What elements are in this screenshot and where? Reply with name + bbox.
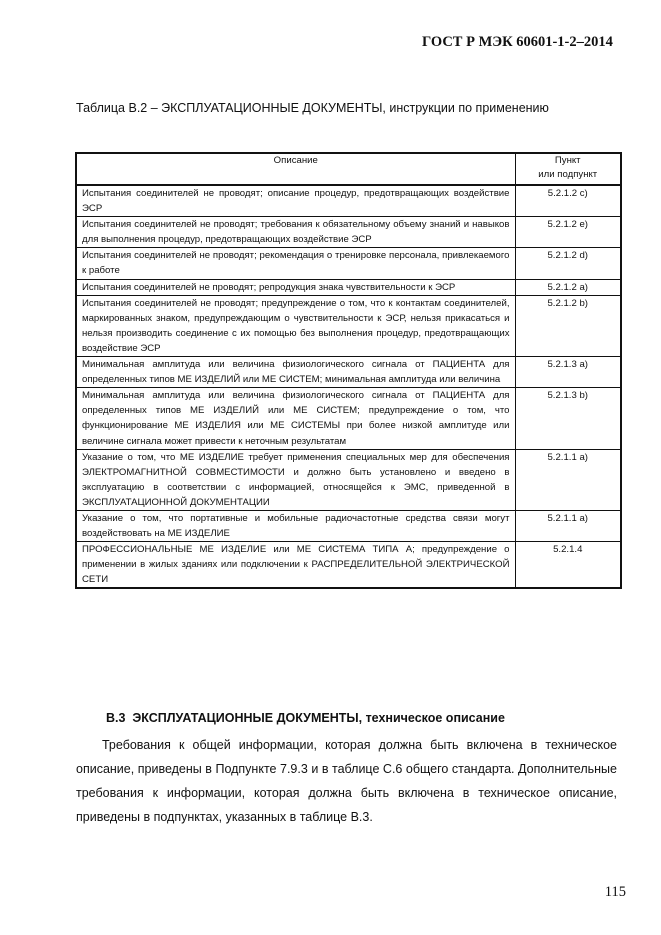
standard-header: ГОСТ Р МЭК 60601-1-2–2014 xyxy=(422,34,613,50)
section-heading xyxy=(106,711,626,725)
row-description: Испытания соединителей не проводят; репродукция знака чувствительности к ЭСР xyxy=(76,279,515,295)
section-title-bold: ЭКСПЛУАТАЦИОННЫЕ ДОКУМЕНТЫ, xyxy=(132,711,363,725)
row-description: Испытания соединителей не проводят; требования к обязательному объему знаний и навыков для выполнения процедур, предотвращающих воздействие ЭСР xyxy=(76,217,515,248)
row-reference: 5.2.1.2 с) xyxy=(515,185,621,217)
row-reference: 5.2.1.2 а) xyxy=(515,279,621,295)
table-row xyxy=(76,449,621,510)
row-reference: 5.2.1.2 b) xyxy=(515,295,621,356)
table-row xyxy=(76,295,621,356)
table-row xyxy=(76,510,621,541)
column-header-reference xyxy=(515,153,621,185)
operating-documents-table xyxy=(75,152,622,589)
column-header-reference-line1: Пункт xyxy=(554,155,581,166)
row-description: Испытания соединителей не проводят; описание процедур, предотвращающих воздействие ЭСР xyxy=(76,185,515,217)
row-reference: 5.2.1.4 xyxy=(515,542,621,589)
row-description: Минимальная амплитуда или величина физиологического сигнала от ПАЦИЕНТА для определенных типов МЕ ИЗДЕЛИЙ или МЕ СИСТЕМ; минимальная амплитуда или величина xyxy=(76,357,515,388)
table-title: Таблица В.2 – ЭКСПЛУАТАЦИОННЫЕ ДОКУМЕНТЫ, инструкции по применению xyxy=(76,101,549,115)
table-row xyxy=(76,217,621,248)
table-header-row xyxy=(76,153,621,185)
section-body-paragraph: Требования к общей информации, которая должна быть включена в техническое описание, приведены в Подпункте 7.9.3 и в таблице С.6 общего стандарта. Дополнительные требования к информации, которая должна быть включена в техническое описание, приведены в подпунктах, указанных в таблице В.3. xyxy=(76,738,617,824)
table-row xyxy=(76,279,621,295)
section-title-rest: техническое описание xyxy=(365,711,505,725)
row-reference: 5.2.1.2 е) xyxy=(515,217,621,248)
row-description: Указание о том, что портативные и мобильные радиочастотные средства связи могут воздействовать на МЕ ИЗДЕЛИЕ xyxy=(76,510,515,541)
row-reference: 5.2.1.3 b) xyxy=(515,388,621,449)
table-row xyxy=(76,248,621,279)
row-description: Испытания соединителей не проводят; предупреждение о том, что к контактам соединителей, маркированных знаком, предупреждающим о чувствительности к ЭСР, нельзя прикасаться и нельзя производить соединение с их помощью без выполнения процедур, предотвращающих воздействие ЭСР xyxy=(76,295,515,356)
row-reference: 5.2.1.3 а) xyxy=(515,357,621,388)
row-reference: 5.2.1.1 а) xyxy=(515,449,621,510)
table-row xyxy=(76,388,621,449)
row-reference: 5.2.1.2 d) xyxy=(515,248,621,279)
table-row xyxy=(76,542,621,589)
section-number: В.3 xyxy=(106,711,126,725)
row-description: Указание о том, что МЕ ИЗДЕЛИЕ требует применения специальных мер для обеспечения ЭЛЕКТРОМАГНИТНОЙ СОВМЕСТИМОСТИ и должно быть установлено и введено в эксплуатацию в соответствии с информацией, относящейся к ЭМС, приведенной в ЭКСПЛУАТАЦИОННОЙ ДОКУМЕНТАЦИИ xyxy=(76,449,515,510)
row-description: ПРОФЕССИОНАЛЬНЫЕ МЕ ИЗДЕЛИЕ или МЕ СИСТЕМА ТИПА А; предупреждение о применении в жилых зданиях или подключении к РАСПРЕДЕЛИТЕЛЬНОЙ ЭЛЕКТРИЧЕСКОЙ СЕТИ xyxy=(76,542,515,589)
column-header-description: Описание xyxy=(76,153,515,185)
row-description: Испытания соединителей не проводят; рекомендация о тренировке персонала, привлекаемого к работе xyxy=(76,248,515,279)
table-row xyxy=(76,185,621,217)
row-description: Минимальная амплитуда или величина физиологического сигнала от ПАЦИЕНТА для определенных типов МЕ ИЗДЕЛИЙ или МЕ СИСТЕМ; предупреждение о том, что функционирование МЕ ИЗДЕЛИЯ или МЕ СИСТЕМЫ при более низкой амплитуде или величине сигнала может привести к неточным результатам xyxy=(76,388,515,449)
page-number: 115 xyxy=(604,884,626,900)
table-row xyxy=(76,357,621,388)
column-header-reference-line2: или подпункт xyxy=(538,168,598,180)
row-reference: 5.2.1.1 а) xyxy=(515,510,621,541)
